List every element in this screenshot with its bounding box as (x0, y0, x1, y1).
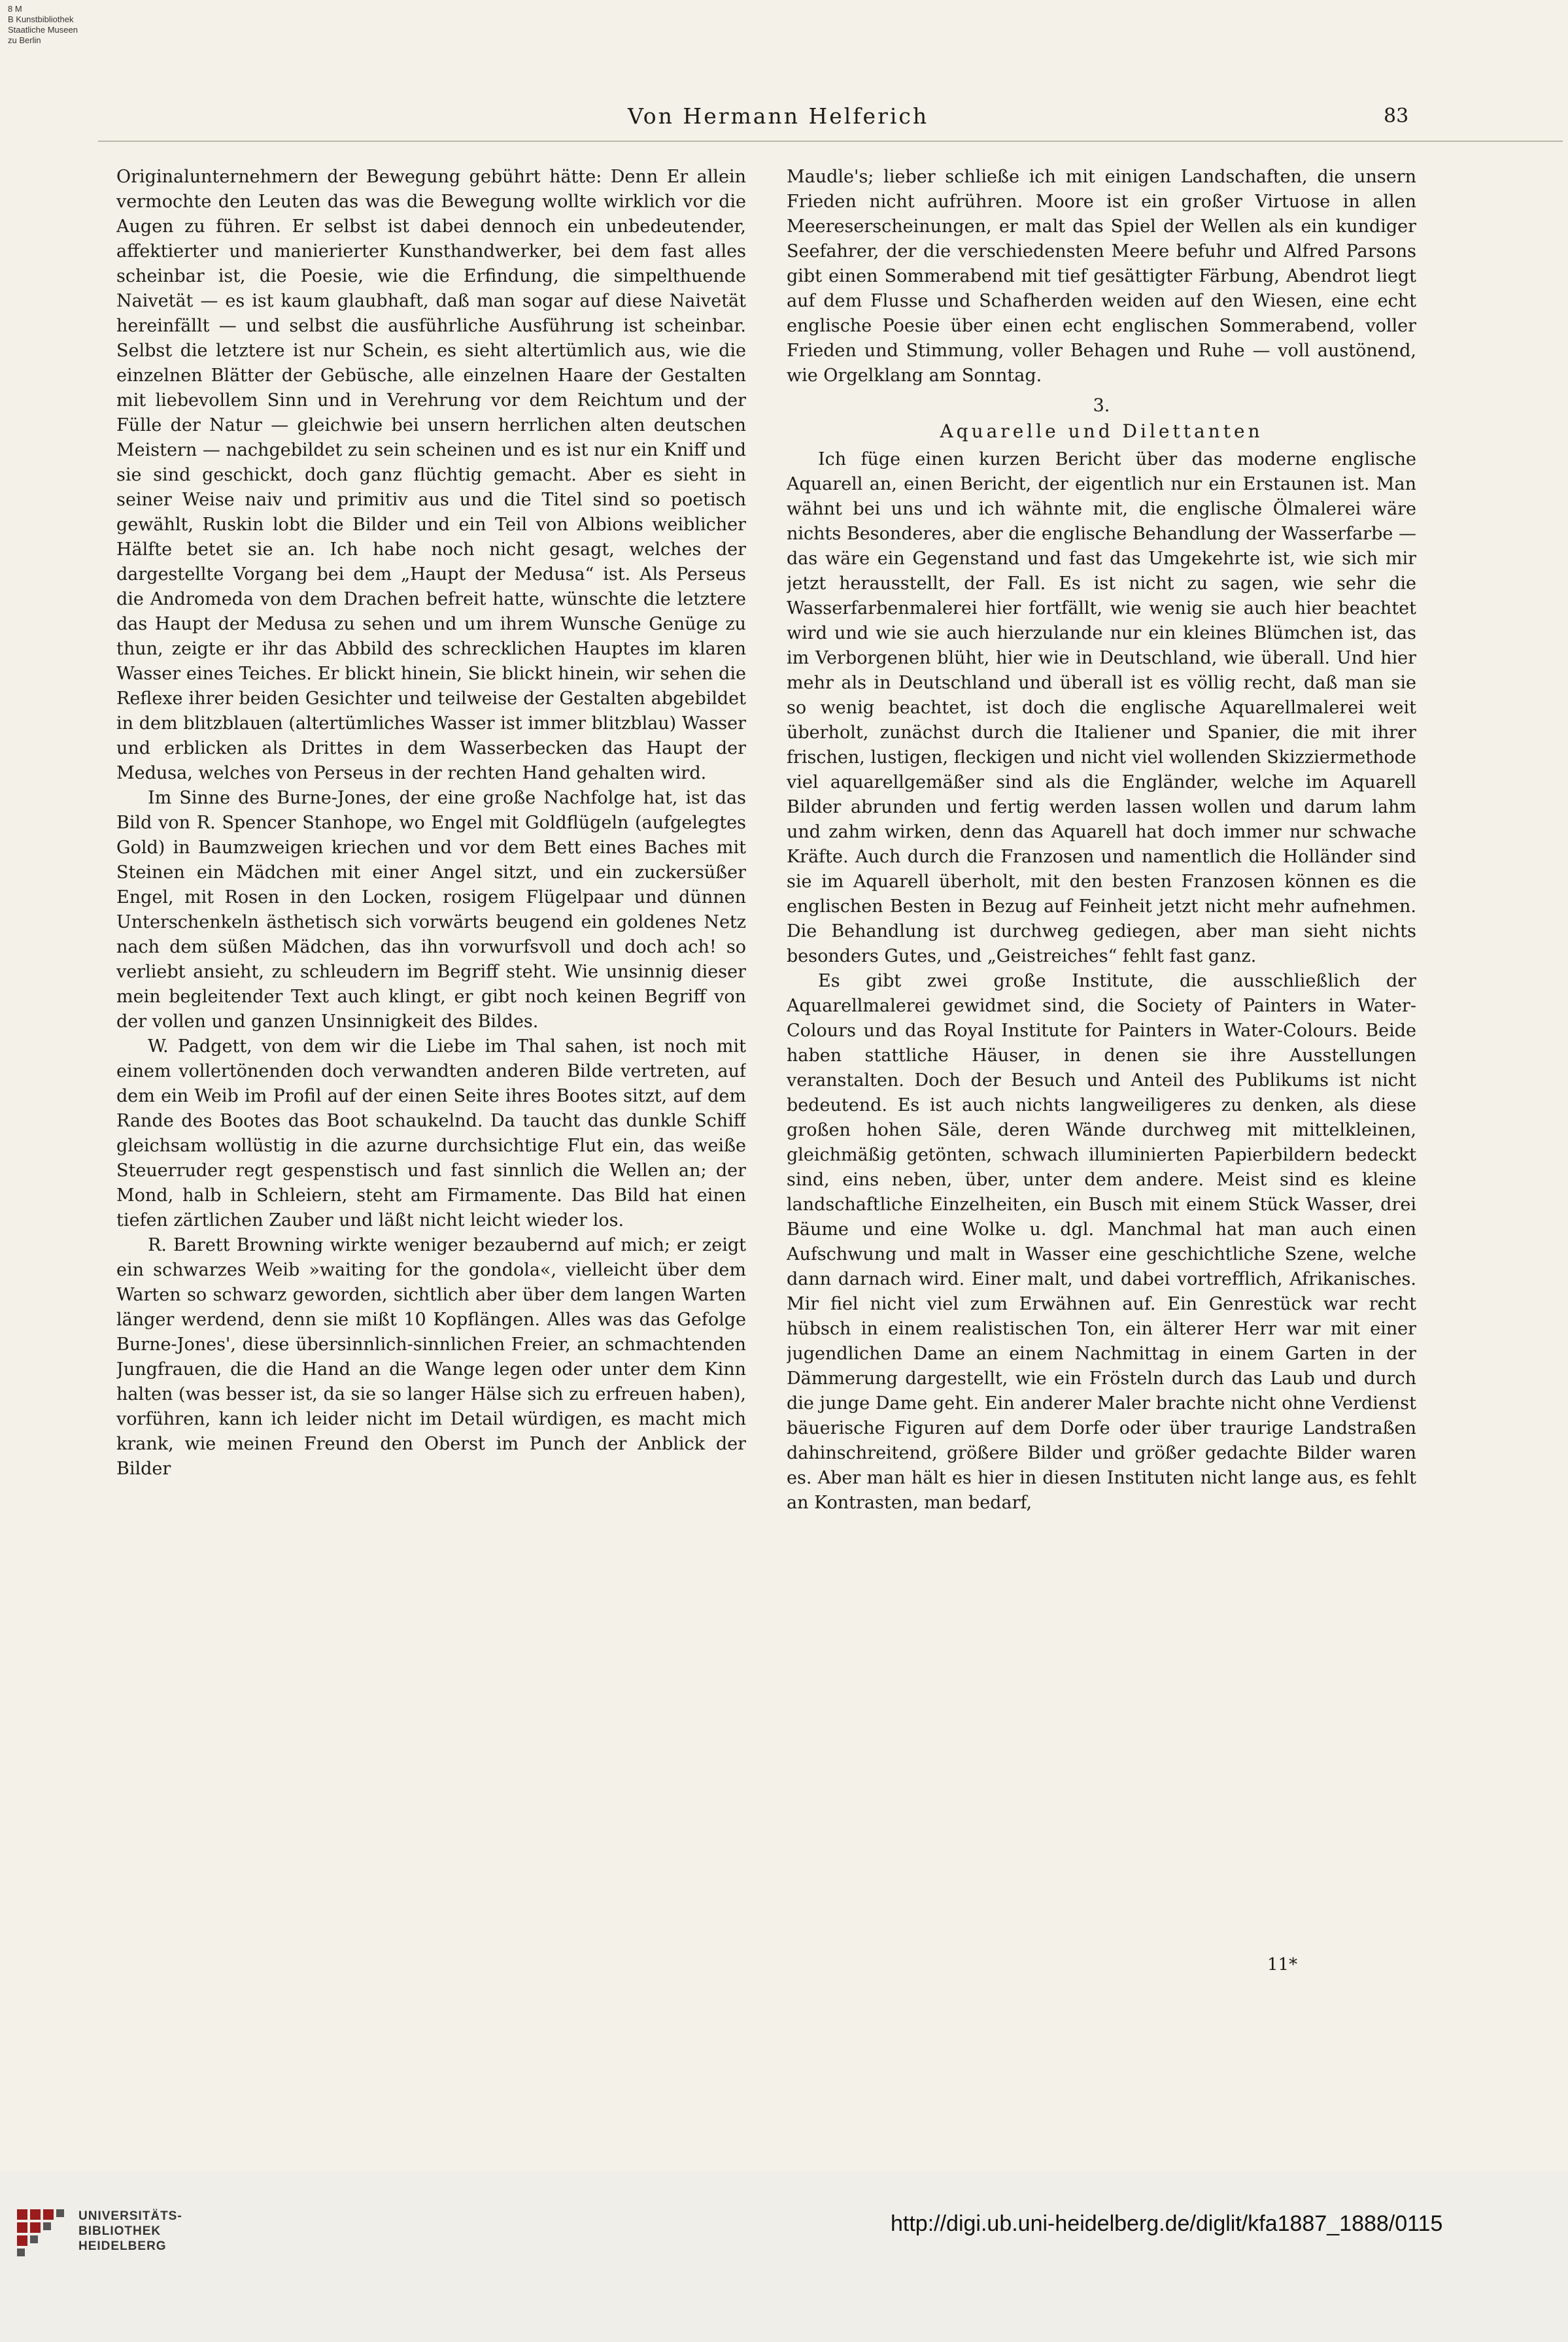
library-name-line: HEIDELBERG (78, 2239, 167, 2253)
left-column (116, 165, 746, 2028)
stamp-line: Staatliche Museen (8, 25, 78, 35)
stamp-line: B Kunstbibliothek (8, 14, 74, 24)
paragraph: Es gibt zwei große Institute, die ausschließlich der Aquarellmalerei gewidmet sind, die Society of Painters in Water-Colours und das Royal Institute for Painters in Water-Colours. Beide haben stattliche Häuser, in denen sie ihre Ausstellungen veranstalten. Doch der Besuch und Anteil des Publikums ist nicht bedeutend. Es ist auch nichts langweiligeres zu denken, als diese großen hohen Säle, deren Wände durchweg mit mittelkleinen, gleichmäßig getönten, schwach illuminierten Papierbildern bedeckt sind, eins neben, über, unter dem andere. Meist sind es kleine landschaftliche Einzelheiten, ein Busch mit einem Stück Wasser, drei Bäume und eine Wolke u. dgl. Manchmal hat man auch einen Aufschwung und malt in Wasser eine geschichtliche Szene, welche dann darnach wird. Einer malt, und dabei vortrefflich, Afrikanisches. Mir fiel nicht viel zum Erwähnen auf. Ein Genrestück war recht hübsch in einem realistischen Ton, ein älterer Herr war mit einer jugendlichen Dame an einem Nachmittag in einem Garten in der Dämmerung dargestellt, wie ein Frösteln durch das Laub und durch die junge Dame geht. Ein anderer Maler brachte nicht ohne Verdienst bäuerische Figuren auf dem Dorfe oder über traurige Landstraßen dahinschreitend, größere Bilder und größer gedachte Bilder waren es. Aber man hält es hier in diesen Instituten nicht lange aus, es fehlt an Kontrasten, man bedarf, (787, 971, 1416, 1513)
signature-mark: 11* (1267, 1955, 1298, 1975)
right-column (787, 165, 1416, 2028)
stamp-line: zu Berlin (8, 35, 41, 45)
library-name-line: BIBLIOTHEK (78, 2224, 162, 2238)
permalink-url[interactable]: http://digi.ub.uni-heidelberg.de/diglit/kfa1887_1888/0115 (891, 2211, 1443, 2236)
section-title: Aquarelle und Dilettanten (940, 420, 1263, 442)
paragraph: R. Barett Browning wirkte weniger bezaubernd auf mich; er zeigt ein schwarzes Weib »waiting for the gondola«, vielleicht über dem Warten so schwarz geworden, sichtlich aber über dem langen Warten länger werdend, denn sie mißt 10 Kopflängen. Alles was das Gefolge Burne-Jones', diese übersinnlich-sinnlichen Freier, an schmachtenden Jungfrauen, die die Hand an die Wange legen oder unter dem Kinn halten (was besser ist, da sie so langer Hälse sich zu erfreuen haben), vorführen, kann ich leider nicht im Detail würdigen, es macht mich krank, wie meinen Freund den Oberst im Punch der Anblick der Bilder (116, 1235, 746, 1479)
paragraph: W. Padgett, von dem wir die Liebe im Thal sahen, ist noch mit einem vollertönenden doch verwandten anderen Bilde vertreten, auf dem ein Weib im Profil auf der einen Seite ihres Bootes sitzt, auf dem Rande des Bootes das Boot schaukelnd. Da taucht das dunkle Schiff gleichsam wollüstig in die azurne durchsichtige Flut ein, das weiße Steuerruder regt gespenstisch und fast sinnlich die Wellen an; der Mond, halb in Schleiern, steht am Firmamente. Das Bild hat einen tiefen zärtlichen Zauber und läßt nicht leicht wieder los. (116, 1036, 746, 1230)
library-stamp (8, 4, 78, 46)
section-number: 3. (1093, 396, 1110, 416)
university-library-logo (14, 2207, 67, 2259)
library-name (78, 2209, 182, 2254)
footer-bar (0, 2171, 1568, 2342)
page-number: 83 (1384, 105, 1409, 127)
stamp-line: 8 M (8, 4, 22, 14)
paragraph: Originalunternehmern der Bewegung gebührt hätte: Denn Er allein vermochte den Leuten das was die Bewegung wollte wirklich vor die Augen zu führen. Er selbst ist dabei dennoch ein unbedeutender, affektierter und manierierter Kunsthandwerker, bei dem fast alles scheinbar ist, die Poesie, wie die Erfindung, die simpelthuende Naivetät — es ist kaum glaubhaft, daß man sogar auf diese Naivetät hereinfällt — und selbst die ausführliche Ausführung ist scheinbar. Selbst die letztere ist nur Schein, es sieht altertümlich aus, wie die einzelnen Blätter der Gebüsche, alle einzelnen Haare der Gestalten mit liebevollem Sinn und in Verehrung vor dem Reichtum und der Fülle der Natur — gleichwie bei unsern herrlichen alten deutschen Meistern — nachgebildet zu sein scheinen und es ist nur ein Kniff und sie sind geschickt, doch ganz flüchtig gemacht. Aber es sieht in seiner Weise naiv und primitiv aus und die Titel sind so poetisch gewählt, Ruskin lobt die Bilder und ein Teil von Albions weiblicher Hälfte betet sie an. Ich habe noch nicht gesagt, welches der dargestellte Vorgang bei dem „Haupt der Medusa“ ist. Als Perseus die Andromeda von dem Drachen befreit hatte, wünschte die letztere das Haupt der Medusa zu sehen und um ihrem Wunsche Genüge zu thun, zeigte er ihr das Abbild des schrecklichen Hauptes im klaren Wasser eines Teiches. Er blickt hinein, Sie blickt hinein, wir sehen die Reflexe ihrer beiden Gesichter und teilweise der Gestalten abgebildet in dem blitzblauen (altertümliches Wasser ist immer blitzblau) Wasser und erblicken als Drittes in dem Wasserbecken das Haupt der Medusa, welches von Perseus in der rechten Hand gehalten wird. (116, 167, 746, 783)
running-title: Von Hermann Helferich (628, 103, 929, 129)
paragraph: Im Sinne des Burne-Jones, der eine große Nachfolge hat, ist das Bild von R. Spencer Stanhope, wo Engel mit Goldflügeln (aufgelegtes Gold) in Baumzweigen kriechen und vor dem Bett eines Baches mit Steinen ein Mädchen mit einer Angel sitzt, und ein zuckersüßer Engel, mit Rosen in den Locken, rosigem Flügelpaar und dünnen Unterschenkeln ästhetisch sich vorwärts beugend ein goldenes Netz nach dem süßen Mädchen, das ihn vorwurfsvoll und doch ach! so verliebt ansieht, zu schleudern im Begriff steht. Wie unsinnig dieser mein begleitender Text auch klingt, er gibt noch keinen Begriff von der vollen und ganzen Unsinnigkeit des Bildes. (116, 788, 746, 1032)
header-rule (98, 141, 1563, 142)
paragraph: Ich füge einen kurzen Bericht über das moderne englische Aquarell an, einen Bericht, der eigentlich nur ein Erstaunen ist. Man wähnt bei uns und ich wähnte mit, die englische Ölmalerei wäre nichts Besonderes, aber die englische Behandlung der Wasserfarbe — das wäre ein Gegenstand und fast das Umgekehrte ist, wie sich mir jetzt herausstellt, der Fall. Es ist nicht zu sagen, wie sehr die Wasserfarbenmalerei hier fortfällt, wie wenig sie auch hier beachtet wird und wie sie auch hierzulande nur ein kleines Blümchen ist, das im Verborgenen blüht, hier wie in Deutschland, wie überall. Und hier mehr als in Deutschland und überall ist es völlig recht, daß man sie so wenig beachtet, ist doch die englische Aquarellmalerei weit überholt, zunächst durch die Italiener und Spanier, die mit ihrer frischen, lustigen, fleckigen und nicht viel wollenden Skizziermethode viel aquarellgemäßer sind als die Engländer, welche im Aquarell Bilder abrunden und fertig werden lassen wollen und darum lahm und zahm wirken, denn das Aquarell hat doch immer nur schwache Kräfte. Auch durch die Franzosen und namentlich die Holländer sind sie im Aquarell überholt, mit den besten Franzosen können es die englischen Besten in Bezug auf Feinheit jetzt nicht mehr aufnehmen. Die Behandlung ist durchweg gediegen, aber man sieht nichts besonders Gutes, und „Geistreiches“ fehlt fast ganz. (787, 449, 1416, 966)
library-name-line: UNIVERSITÄTS- (78, 2209, 182, 2223)
paragraph: Maudle's; lieber schließe ich mit einigen Landschaften, die unsern Frieden nicht aufrühren. Moore ist ein großer Virtuose in allen Meereserscheinungen, er malt das Spiel der Wellen als ein kundiger Seefahrer, der die verschiedensten Meere befuhr und Alfred Parsons gibt einen Sommerabend mit tief gesättigter Färbung, Abendrot liegt auf dem Flusse und Schafherden weiden auf den Wiesen, eine echt englische Poesie über einen echt englischen Sommerabend, voller Frieden und Stimmung, voller Behagen und Ruhe — voll austönend, wie Orgelklang am Sonntag. (787, 167, 1416, 386)
